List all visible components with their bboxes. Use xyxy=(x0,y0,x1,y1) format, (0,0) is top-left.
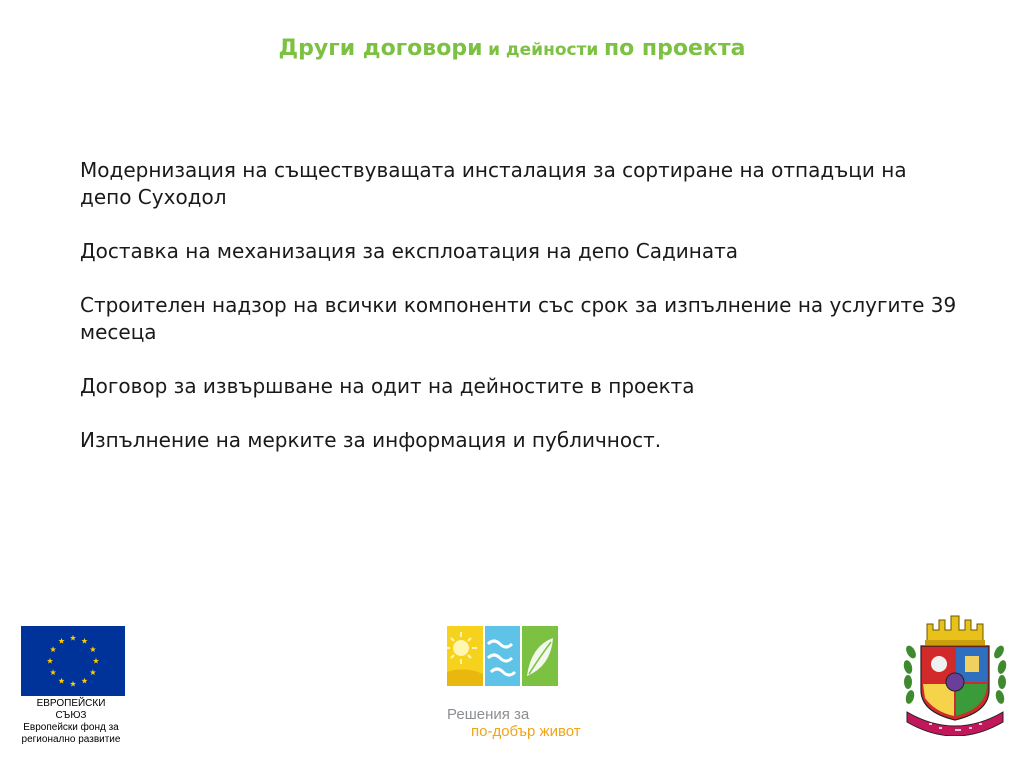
content-list xyxy=(80,157,960,481)
eu-caption-line: СЪЮЗ xyxy=(55,710,87,721)
title-part-2: и дейности xyxy=(488,40,599,60)
program-logo-text-1: Решения за xyxy=(447,706,530,723)
title-part-1: Други договори xyxy=(278,36,483,61)
program-logo-text-2: по-добър живот xyxy=(471,723,581,740)
list-item: Договор за извършване на одит на дейностите в проекта xyxy=(80,374,695,398)
page-title xyxy=(0,36,1024,61)
program-logo xyxy=(444,624,634,748)
list-item: Изпълнение на мерките за информация и публичност. xyxy=(80,428,662,452)
eu-caption-line: регионално развитие xyxy=(21,734,121,745)
title-part-3: по проекта xyxy=(603,36,746,61)
eu-caption-line: ЕВРОПЕЙСКИ xyxy=(36,698,106,709)
list-item: Доставка на механизация за експлоатация на депо Садината xyxy=(80,239,739,263)
sofia-coat-of-arms-icon xyxy=(899,612,1011,736)
list-item: Модернизация на съществуващата инсталация за сортиране на отпадъци на депо Суходол xyxy=(80,158,907,209)
eu-caption xyxy=(8,698,134,746)
eu-logo xyxy=(8,626,134,746)
eu-caption-line: Европейски фонд за xyxy=(23,722,119,733)
list-item: Строителен надзор на всички компоненти със срок за изпълнение на услугите 39 месеца xyxy=(80,293,957,344)
program-logo-icon xyxy=(447,626,558,686)
eu-flag-icon xyxy=(21,626,125,696)
